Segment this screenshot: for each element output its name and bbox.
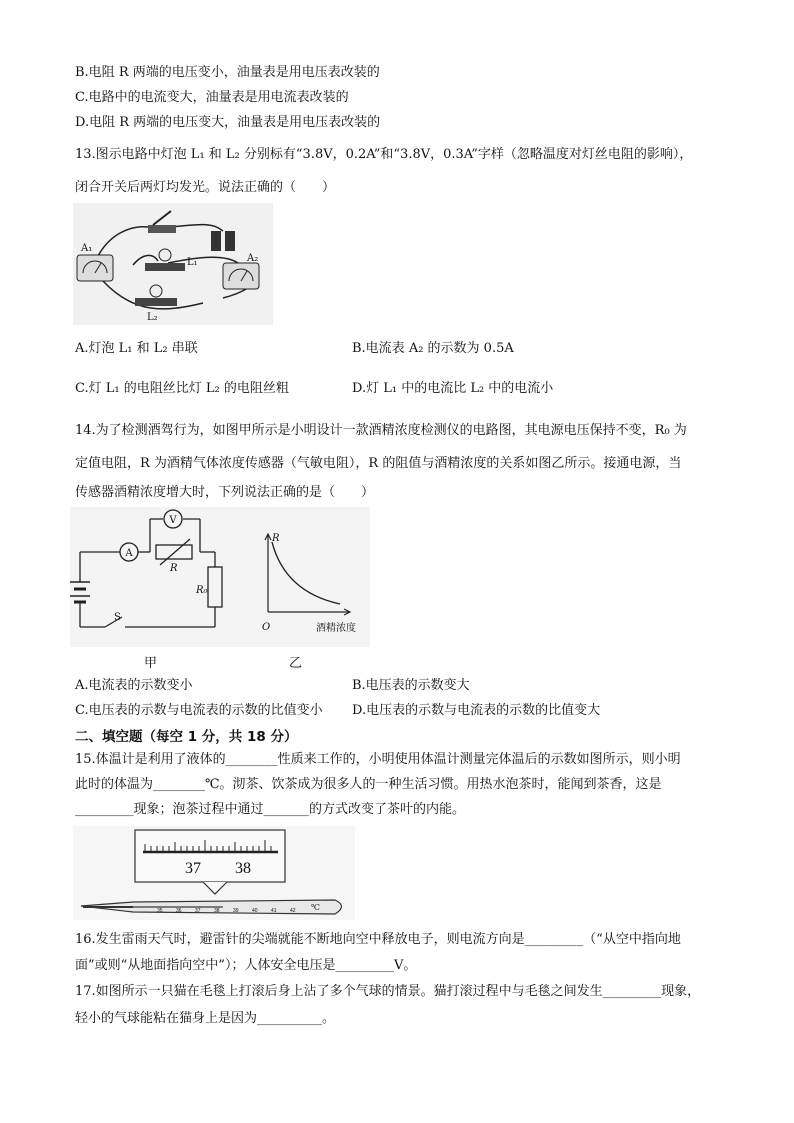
q17-line2: 轻小的气球能粘在猫身上是因为__________。 bbox=[75, 1011, 336, 1026]
graph-y-label: R bbox=[272, 533, 280, 544]
mag-label-38: 38 bbox=[235, 860, 251, 877]
label-a1: A₁ bbox=[81, 243, 93, 254]
q12-option-d: D.电阻 R 两端的电压变大，油量表是用电压表改装的 bbox=[75, 115, 381, 130]
label-a2: A₂ bbox=[247, 253, 259, 264]
q14-option-b: B.电压表的示数变大 bbox=[352, 678, 470, 693]
tick-41: 41 bbox=[271, 908, 277, 914]
q17-line1: 17.如图所示一只猫在毛毯上打滚后身上沾了多个气球的情景。猫打滚过程中与毛毯之间发生_________现象， bbox=[75, 984, 701, 999]
q14-stem-line3: 传感器酒精浓度增大时，下列说法正确的是（ ） bbox=[75, 485, 375, 500]
tick-36: 36 bbox=[176, 908, 182, 914]
q12-option-c: C.电路中的电流变大，油量表是用电流表改装的 bbox=[75, 90, 349, 105]
q13-option-c: C.灯 L₁ 的电阻丝比灯 L₂ 的电阻丝粗 bbox=[75, 381, 289, 396]
unit-celsius: ℃ bbox=[311, 903, 320, 912]
graph-x-label: 酒精浓度 bbox=[316, 623, 356, 634]
mag-label-37: 37 bbox=[185, 860, 201, 877]
q15-thermometer-figure bbox=[73, 826, 355, 920]
q12-option-b: B.电阻 R 两端的电压变小，油量表是用电压表改装的 bbox=[75, 65, 380, 80]
q15-line3: _________现象；泡茶过程中通过_______的方式改变了茶叶的内能。 bbox=[75, 802, 466, 817]
q15-line2: 此时的体温为________℃。沏茶、饮茶成为很多人的一种生活习惯。用热水泡茶时，能闻到茶香，这是 bbox=[75, 777, 662, 792]
tick-37: 37 bbox=[195, 908, 201, 914]
q13-option-a: A.灯泡 L₁ 和 L₂ 串联 bbox=[75, 341, 198, 356]
tick-39: 39 bbox=[233, 908, 239, 914]
q13-option-b: B.电流表 A₂ 的示数为 0.5A bbox=[352, 341, 514, 356]
voltmeter-label: V bbox=[169, 515, 177, 526]
r0-label: R₀ bbox=[196, 585, 208, 596]
section-heading: 二、填空题（每空 1 分，共 18 分） bbox=[75, 729, 298, 745]
graph-origin-label: O bbox=[262, 622, 271, 633]
q16-line1: 16.发生雷雨天气时，避雷针的尖端就能不断地向空中释放电子，则电流方向是_________（“从空中指向地 bbox=[75, 932, 681, 947]
q14-figure bbox=[70, 507, 370, 647]
ammeter-label: A bbox=[125, 548, 133, 559]
tick-42: 42 bbox=[290, 908, 296, 914]
label-l2: L₂ bbox=[147, 312, 158, 323]
q13-stem-line2: 闭合开关后两灯均发光。说法正确的（ ） bbox=[75, 180, 336, 195]
q14-option-a: A.电流表的示数变小 bbox=[75, 678, 193, 693]
tick-40: 40 bbox=[252, 908, 258, 914]
label-l1: L₁ bbox=[187, 257, 198, 268]
q14-option-d: D.电压表的示数与电流表的示数的比值变大 bbox=[352, 703, 601, 718]
q14-stem-line1: 14.为了检测酒驾行为，如图甲所示是小明设计一款酒精浓度检测仪的电路图，其电源电压保持不变，R₀ 为 bbox=[75, 423, 687, 438]
q13-stem-line1: 13.图示电路中灯泡 L₁ 和 L₂ 分别标有“3.8V，0.2A”和“3.8V，0.3A”字样（忽略温度对灯丝电阻的影响）， bbox=[75, 147, 693, 162]
q14-stem-line2: 定值电阻，R 为酒精气体浓度传感器（气敏电阻），R 的阻值与酒精浓度的关系如图乙所示。接通电源，当 bbox=[75, 456, 682, 471]
sensor-r-label: R bbox=[170, 563, 178, 574]
q13-option-d: D.灯 L₁ 中的电流比 L₂ 中的电流小 bbox=[352, 381, 554, 396]
q15-line1: 15.体温计是利用了液体的________性质来工作的，小明使用体温计测量完体温后的示数如图所示，则小明 bbox=[75, 752, 681, 767]
q14-option-c: C.电压表的示数与电流表的示数的比值变小 bbox=[75, 703, 323, 718]
switch-label: S bbox=[114, 612, 121, 623]
q13-circuit-figure bbox=[73, 203, 273, 325]
tick-35: 35 bbox=[157, 908, 163, 914]
tick-38: 38 bbox=[214, 908, 220, 914]
caption-jia: 甲 bbox=[144, 656, 158, 671]
caption-yi: 乙 bbox=[289, 656, 303, 671]
q16-line2: 面”或则“从地面指向空中”）；人体安全电压是_________V。 bbox=[75, 958, 417, 973]
